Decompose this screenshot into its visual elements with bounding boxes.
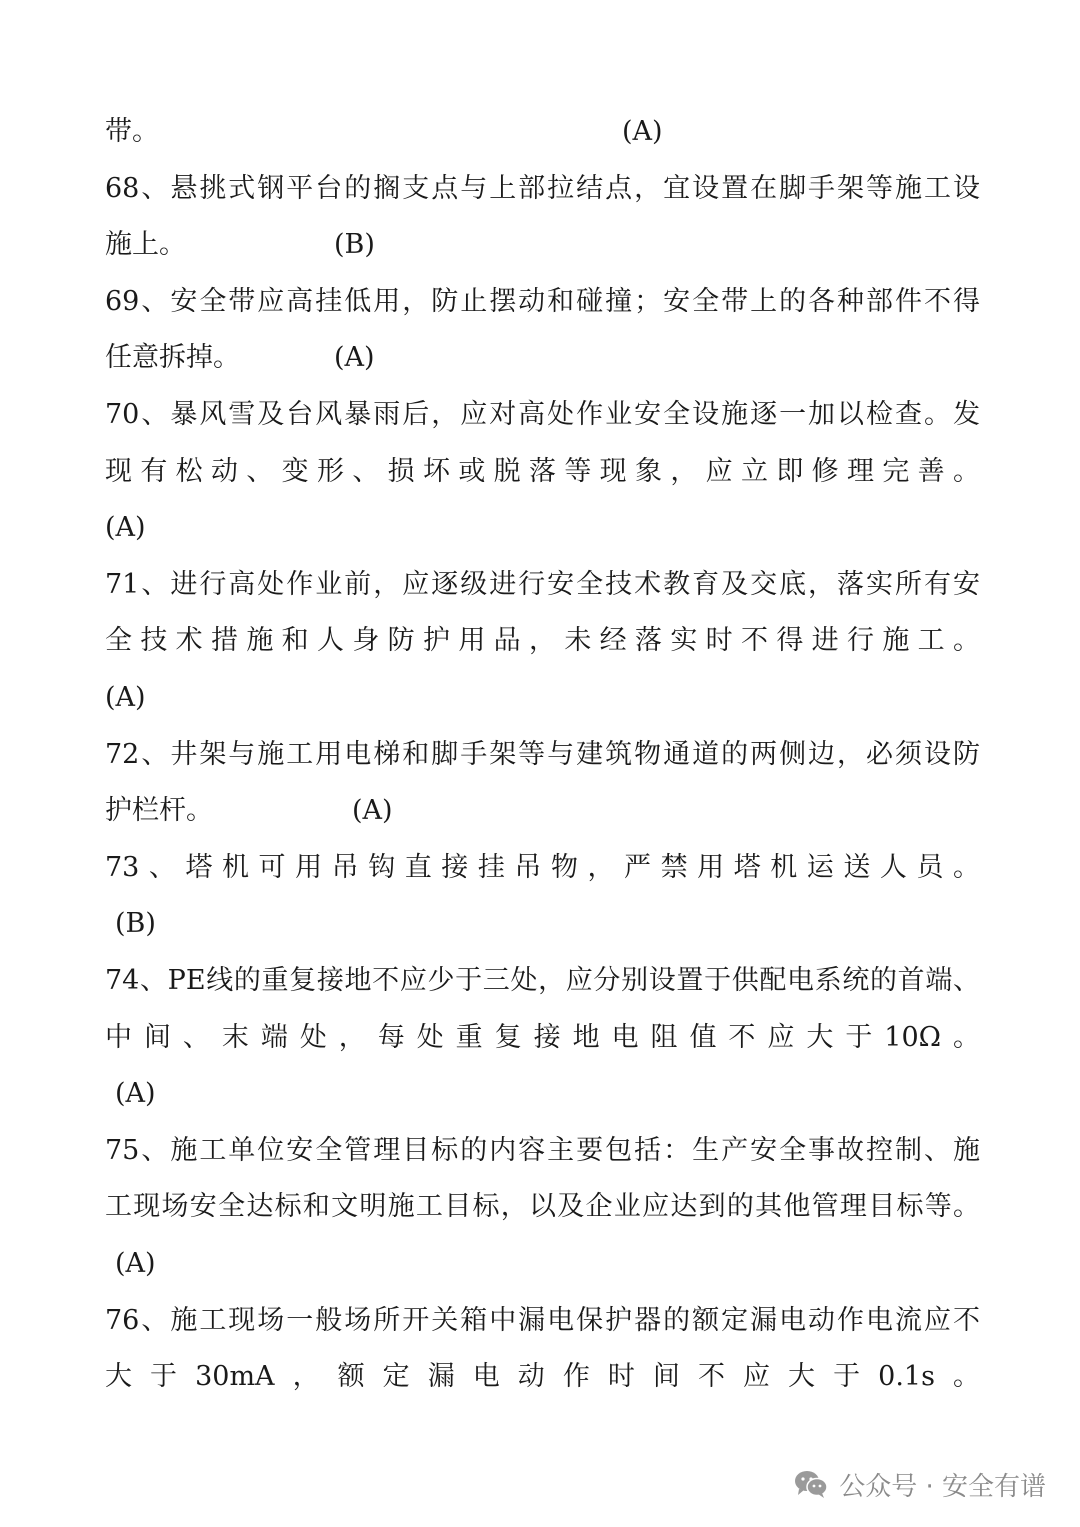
answer-label: (B) [115, 908, 156, 939]
text-line: 护栏杆。 [105, 795, 213, 826]
text-line: 施上。 [105, 229, 186, 260]
answer-label: (A) [115, 1248, 156, 1279]
text-line: 69、安全带应高挂低用，防止摆动和碰撞；安全带上的各种部件不得 [105, 286, 980, 317]
text-line: 中间、末端处，每处重复接地电阻值不应大于10Ω。 [105, 1022, 980, 1053]
text-line: 76、施工现场一般场所开关箱中漏电保护器的额定漏电动作电流应不 [105, 1305, 980, 1336]
text-line: 现有松动、变形、损坏或脱落等现象，应立即修理完善。 [105, 456, 980, 487]
answer-label: (A) [105, 512, 146, 543]
wechat-icon [793, 1469, 829, 1499]
text-line: 74、PE线的重复接地不应少于三处，应分别设置于供配电系统的首端、 [105, 965, 980, 996]
answer-label: (A) [334, 342, 375, 373]
text-line: 71、进行高处作业前，应逐级进行安全技术教育及交底，落实所有安 [105, 569, 980, 600]
answer-label: (A) [105, 682, 146, 713]
text-line: 70、暴风雪及台风暴雨后，应对高处作业安全设施逐一加以检查。发 [105, 399, 980, 430]
text-line: 带。 [105, 116, 159, 147]
text-line: 73、塔机可用吊钩直接挂吊物，严禁用塔机运送人员。 [105, 852, 980, 883]
answer-label: (A) [622, 116, 663, 147]
text-line: 全技术措施和人身防护用品，未经落实时不得进行施工。 [105, 625, 980, 656]
watermark [793, 1462, 1046, 1506]
text-line: 工现场安全达标和文明施工目标，以及企业应达到的其他管理目标等。 [105, 1191, 980, 1222]
text-line: 任意拆掉。 [105, 342, 240, 373]
text-line: 72、井架与施工用电梯和脚手架等与建筑物通道的两侧边，必须设防 [105, 739, 980, 770]
answer-label: (B) [334, 229, 375, 260]
answer-label: (A) [352, 795, 393, 826]
answer-label: (A) [115, 1078, 156, 1109]
text-line: 68、悬挑式钢平台的搁支点与上部拉结点，宜设置在脚手架等施工设 [105, 173, 980, 204]
text-line: 75、施工单位安全管理目标的内容主要包括：生产安全事故控制、施 [105, 1135, 980, 1166]
text-line: 大于30mA，额定漏电动作时间不应大于0.1s。 [105, 1361, 980, 1392]
watermark-text: 公众号 · 安全有谱 [839, 1471, 1046, 1502]
